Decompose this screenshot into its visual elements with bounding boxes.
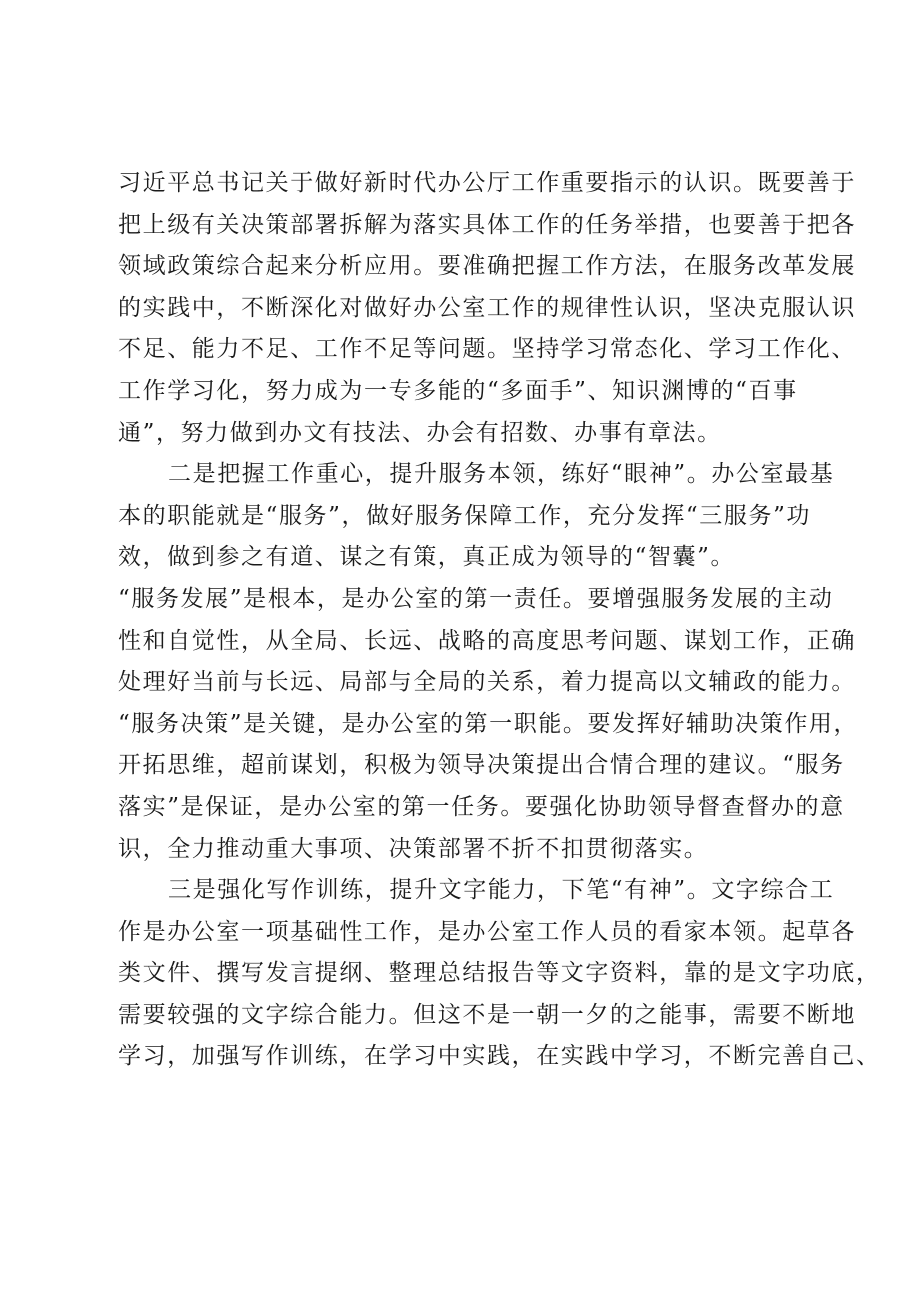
text-line: 的实践中，不断深化对做好办公室工作的规律性认识，坚决克服认识	[118, 294, 856, 321]
text-line: 领域政策综合起来分析应用。要准确把握工作方法，在服务改革发展	[118, 253, 856, 280]
text-line: 工作学习化，努力成为一专多能的“多面手”、知识渊博的“百事	[118, 377, 798, 404]
text-line: “服务决策”是关键，是办公室的第一职能。要发挥好辅助决策作用，	[118, 710, 859, 737]
text-line: 类文件、撰写发言提纲、整理总结报告等文字资料，靠的是文字功底，	[118, 960, 881, 987]
text-line: 学习，加强写作训练，在学习中实践，在实践中学习，不断完善自己、	[118, 1043, 881, 1070]
text-line: 通”，努力做到办文有技法、办会有招数、办事有章法。	[118, 419, 722, 446]
text-line: 不足、能力不足、工作不足等问题。坚持学习常态化、学习工作化、	[118, 336, 856, 363]
text-line: 需要较强的文字综合能力。但这不是一朝一夕的之能事，需要不断地	[118, 1001, 856, 1028]
text-line: 处理好当前与长远、局部与全局的关系，着力提高以文辅政的能力。	[118, 669, 856, 696]
text-line: 识，全力推动重大事项、决策部署不折不扣贯彻落实。	[118, 835, 709, 862]
text-line: 效，做到参之有道、谋之有策，真正成为领导的“智囊”。	[118, 544, 736, 571]
text-line: 二是把握工作重心，提升服务本领，练好“眼神”。办公室最基	[168, 461, 835, 488]
text-line: 作是办公室一项基础性工作，是办公室工作人员的看家本领。起草各	[118, 918, 856, 945]
text-line: 性和自觉性，从全局、长远、战略的高度思考问题、谋划工作，正确	[118, 627, 856, 654]
text-line: 落实”是保证，是办公室的第一任务。要强化协助领导督查督办的意	[118, 793, 845, 820]
text-line: 三是强化写作训练，提升文字能力，下笔“有神”。文字综合工	[168, 877, 835, 904]
text-line: 习近平总书记关于做好新时代办公厅工作重要指示的认识。既要善于	[118, 170, 856, 196]
text-line: “服务发展”是根本，是办公室的第一责任。要增强服务发展的主动	[118, 585, 834, 612]
text-line: 本的职能就是“服务”，做好服务保障工作，充分发挥“三服务”功	[118, 502, 812, 529]
text-line: 开拓思维，超前谋划，积极为领导决策提出合情合理的建议。“服务	[118, 752, 845, 779]
document-body	[118, 163, 881, 1078]
text-line: 把上级有关决策部署拆解为落实具体工作的任务举措，也要善于把各	[118, 211, 856, 238]
